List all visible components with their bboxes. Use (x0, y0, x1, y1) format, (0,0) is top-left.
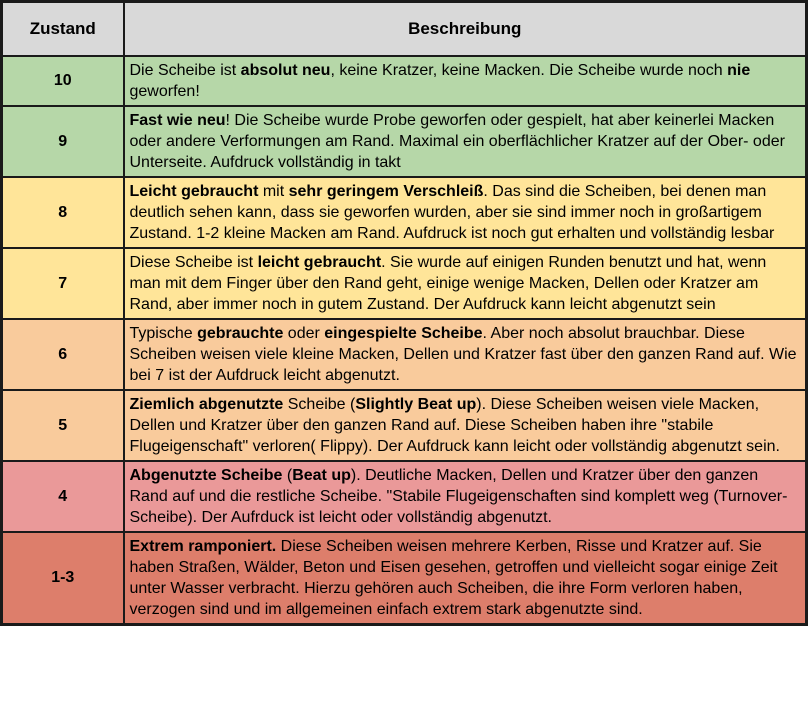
description-text: ). Diese Scheiben weisen viele Macken, Dellen und Kratzer über den ganzen Rand auf. Diese Scheiben haben ihre "stabile Flugeigenschaft" verloren( Flippy). Der Aufdruck kann leicht oder vollständig abgenutzt sein. (129, 396, 780, 455)
column-header-zustand: Zustand (2, 2, 124, 57)
table-header (2, 2, 807, 57)
table-row (2, 532, 807, 625)
description-bold-text: absolut neu (240, 62, 331, 79)
description-bold-text: leicht gebraucht (257, 254, 382, 271)
beschreibung-cell (124, 319, 807, 390)
description-text: . Aber noch absolut brauchbar. Diese Scheiben weisen viele kleine Macken, Dellen und Kratzer fast über den ganzen Rand auf. Wie bei 7 ist der Aufdruck leicht abgenutzt. (129, 325, 797, 384)
zustand-cell: 8 (2, 177, 124, 248)
table-row (2, 390, 807, 461)
beschreibung-cell (124, 177, 807, 248)
description-bold-text: Ziemlich abgenutzte (129, 396, 284, 413)
beschreibung-cell (124, 56, 807, 106)
zustand-cell: 10 (2, 56, 124, 106)
description-text: Typische (129, 325, 198, 342)
description-text: Die Scheibe ist (129, 62, 241, 79)
description-text: ( (282, 467, 293, 484)
description-text: , keine Kratzer, keine Macken. Die Scheibe wurde noch (330, 62, 728, 79)
description-bold-text: gebrauchte (197, 325, 284, 342)
table-row (2, 248, 807, 319)
description-bold-text: eingespielte Scheibe (324, 325, 483, 342)
description-bold-text: Slightly Beat up (355, 396, 477, 413)
zustand-cell: 1-3 (2, 532, 124, 625)
table-row (2, 56, 807, 106)
beschreibung-cell (124, 390, 807, 461)
description-bold-text: sehr geringem Verschleiß (288, 183, 484, 200)
table-row (2, 319, 807, 390)
column-header-beschreibung: Beschreibung (124, 2, 807, 57)
beschreibung-cell (124, 461, 807, 532)
description-bold-text: Abgenutzte Scheibe (129, 467, 283, 484)
beschreibung-cell (124, 532, 807, 625)
description-text: ! Die Scheibe wurde Probe geworfen oder gespielt, hat aber keinerlei Macken oder andere Verformungen am Rand. Maximal ein oberflächlicher Kratzer auf der Ober- oder Unterseite. Aufdruck vollständig in takt (129, 112, 785, 171)
beschreibung-cell (124, 106, 807, 177)
description-bold-text: Beat up (292, 467, 351, 484)
description-bold-text: nie (727, 62, 751, 79)
zustand-cell: 9 (2, 106, 124, 177)
description-text: Diese Scheiben weisen mehrere Kerben, Risse und Kratzer auf. Sie haben Straßen, Wälder, Beton und Eisen gesehen, getroffen und vielleicht sogar einige Zeit unter Wasser verbracht. Hierzu gehören auch Scheiben, die ihre Form verloren haben, verzogen sind und im allgemeinen einfach extrem stark abgenutzte sind. (129, 538, 778, 618)
table-row (2, 106, 807, 177)
zustand-cell: 6 (2, 319, 124, 390)
description-text: . Das sind die Scheiben, bei denen man deutlich sehen kann, dass sie geworfen wurden, aber sie sind immer noch in großartigem Zustand. 1-2 kleine Macken am Rand. Aufdruck ist noch gut erhalten und vollständig lesbar (129, 183, 775, 242)
header-row (2, 2, 807, 57)
description-text: ). Deutliche Macken, Dellen und Kratzer über den ganzen Rand auf und die restliche Scheibe. "Stabile Flugeigenschaften sind komplett weg (Turnover-Scheibe). Der Aufrduck ist leicht oder vollständig abgenutzt. (129, 467, 788, 526)
zustand-cell: 4 (2, 461, 124, 532)
description-bold-text: Extrem ramponiert. (129, 538, 277, 555)
zustand-cell: 7 (2, 248, 124, 319)
description-bold-text: Fast wie neu (129, 112, 226, 129)
table-body (2, 56, 807, 625)
description-text: mit (258, 183, 289, 200)
table-row (2, 461, 807, 532)
description-text: geworfen! (129, 83, 200, 100)
beschreibung-cell (124, 248, 807, 319)
description-text: Diese Scheibe ist (129, 254, 258, 271)
description-text: oder (283, 325, 325, 342)
table-row (2, 177, 807, 248)
description-bold-text: Leicht gebraucht (129, 183, 259, 200)
description-text: Scheibe ( (283, 396, 356, 413)
zustand-cell: 5 (2, 390, 124, 461)
description-text: . Sie wurde auf einigen Runden benutzt und hat, wenn man mit dem Finger über den Rand geht, einige wenige Macken, Dellen oder Kratzer am Rand, aber immer noch in gutem Zustand. Der Aufdruck kann leicht abgenutzt sein (129, 254, 767, 313)
